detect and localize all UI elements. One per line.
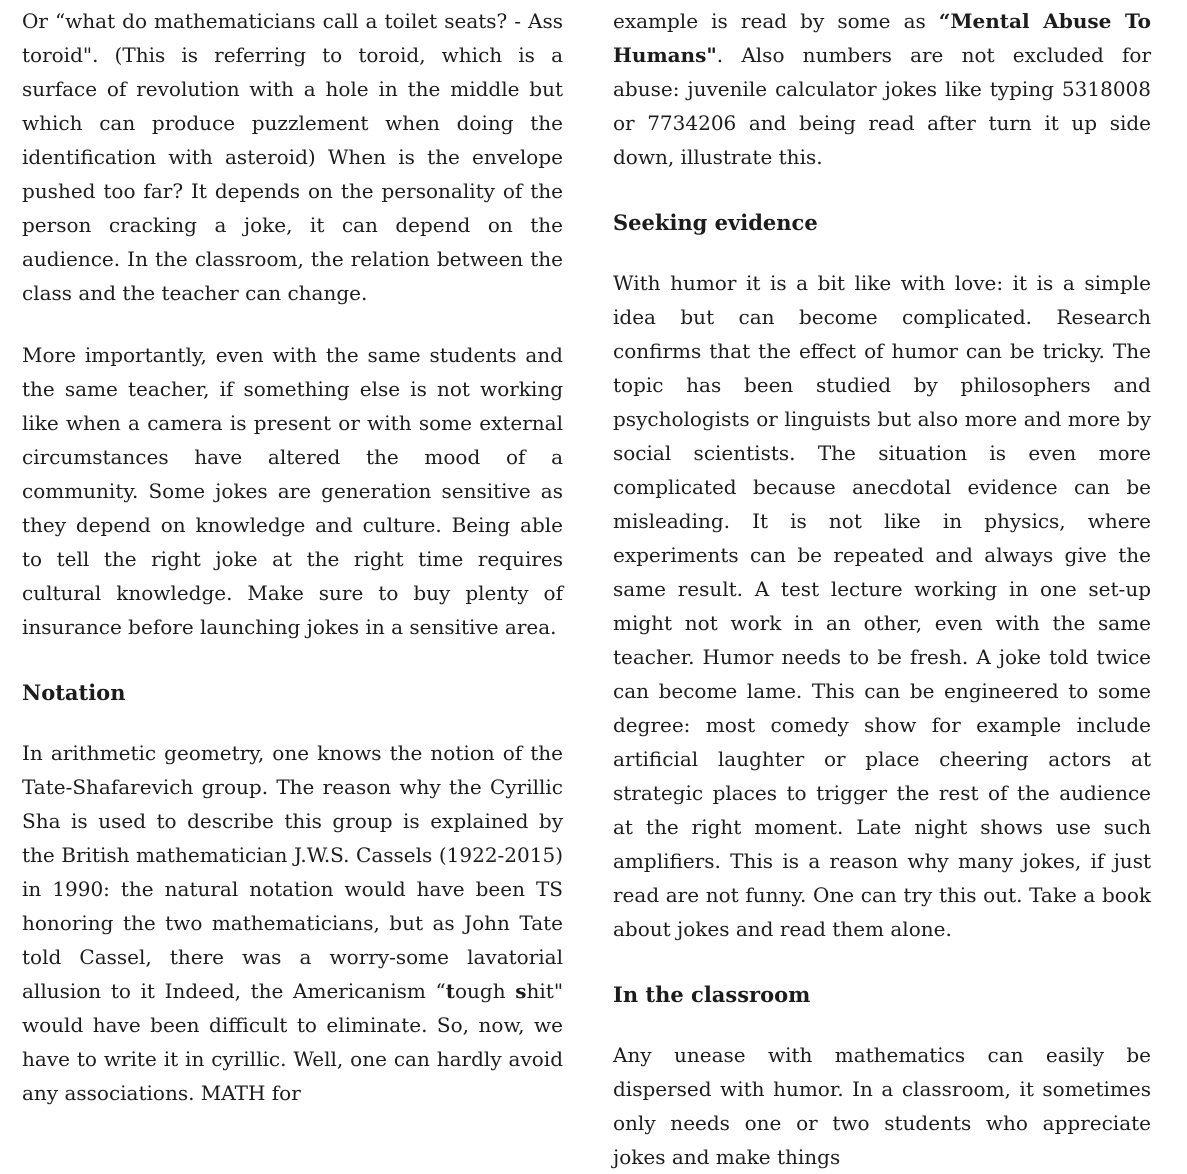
bold-text: s bbox=[515, 979, 527, 1003]
body-text: ough bbox=[454, 979, 516, 1003]
bold-text: In the classroom bbox=[613, 982, 811, 1007]
bold-text: Notation bbox=[22, 680, 126, 705]
body-text: With humor it is a bit like with love: it is a simple idea but can become complicated. Research confirms that the effect of humor can be tricky. The topic has been studied by philosophers and psychologists or linguists but also more and more by social scientists. The situation is even more complicated because anecdotal evidence can be misleading. It is not like in physics, where experiments can be repeated and always give the same result. A test lecture working in one set-up might not work in an other, even with the same teacher. Humor needs to be fresh. A joke told twice can become lame. This can be engineered to some degree: most comedy show for example include artificial laughter or place cheering actors at strategic places to trigger the rest of the audience at the right moment. Late night shows use such amplifiers. This is a reason why many jokes, if just read are not funny. One can try this out. Take a book about jokes and read them alone. bbox=[613, 271, 1151, 941]
section-heading bbox=[613, 978, 1151, 1012]
paragraph bbox=[613, 4, 1151, 174]
body-text: More importantly, even with the same students and the same teacher, if something else is not working like when a camera is present or with some external circumstances have altered the mood of a community. Some jokes are generation sensitive as they depend on knowledge and culture. Being able to tell the right joke at the right time requires cultural knowledge. Make sure to buy plenty of insurance before launching jokes in a sensitive area. bbox=[22, 343, 563, 639]
text-column-left bbox=[22, 4, 564, 1105]
paragraph bbox=[22, 736, 563, 1110]
text-column-right bbox=[613, 4, 1151, 1169]
body-text: hit" would have been difficult to eliminate. So, now, we have to write it in cyrillic. Well, one can hardly avoid any associations. MATH for bbox=[22, 979, 564, 1105]
body-text: Any unease with mathematics can easily be dispersed with humor. In a classroom, it sometimes only needs one or two students who appreciate jokes and make things bbox=[613, 1043, 1151, 1169]
body-text: Or “what do mathematicians call a toilet seats? - Ass toroid". (This is referring to toroid, which is a surface of revolution with a hole in the middle but which can produce puzzlement when doing the identification with asteroid) When is the envelope pushed too far? It depends on the personality of the person cracking a joke, it can depend on the audience. In the classroom, the relation between the class and the teacher can change. bbox=[22, 9, 563, 305]
bold-text: Seeking evidence bbox=[613, 210, 818, 235]
body-text: . Also numbers are not excluded for abuse: juvenile calculator jokes like typing 5318008 or 7734206 and being read after turn it up side down, illustrate this. bbox=[613, 43, 1151, 169]
section-heading bbox=[613, 206, 1151, 240]
bold-text: “Mental Abuse To Humans" bbox=[613, 9, 1151, 67]
paragraph bbox=[613, 266, 1151, 946]
paragraph bbox=[22, 4, 563, 310]
paragraph bbox=[22, 338, 563, 644]
section-heading bbox=[22, 676, 563, 710]
body-text: example is read by some as bbox=[613, 9, 939, 33]
body-text: In arithmetic geometry, one knows the notion of the Tate-Shafarevich group. The reason why the Cyrillic Sha is used to describe this group is explained by the British mathematician J.W.S. Cassels (1922-2015) in 1990: the natural notation would have been TS honoring the two mathematicians, but as John Tate told Cassel, there was a worry-some lavatorial allusion to it Indeed, the Americanism “ bbox=[22, 741, 563, 1003]
paragraph bbox=[613, 1038, 1151, 1174]
bold-text: t bbox=[445, 979, 455, 1003]
